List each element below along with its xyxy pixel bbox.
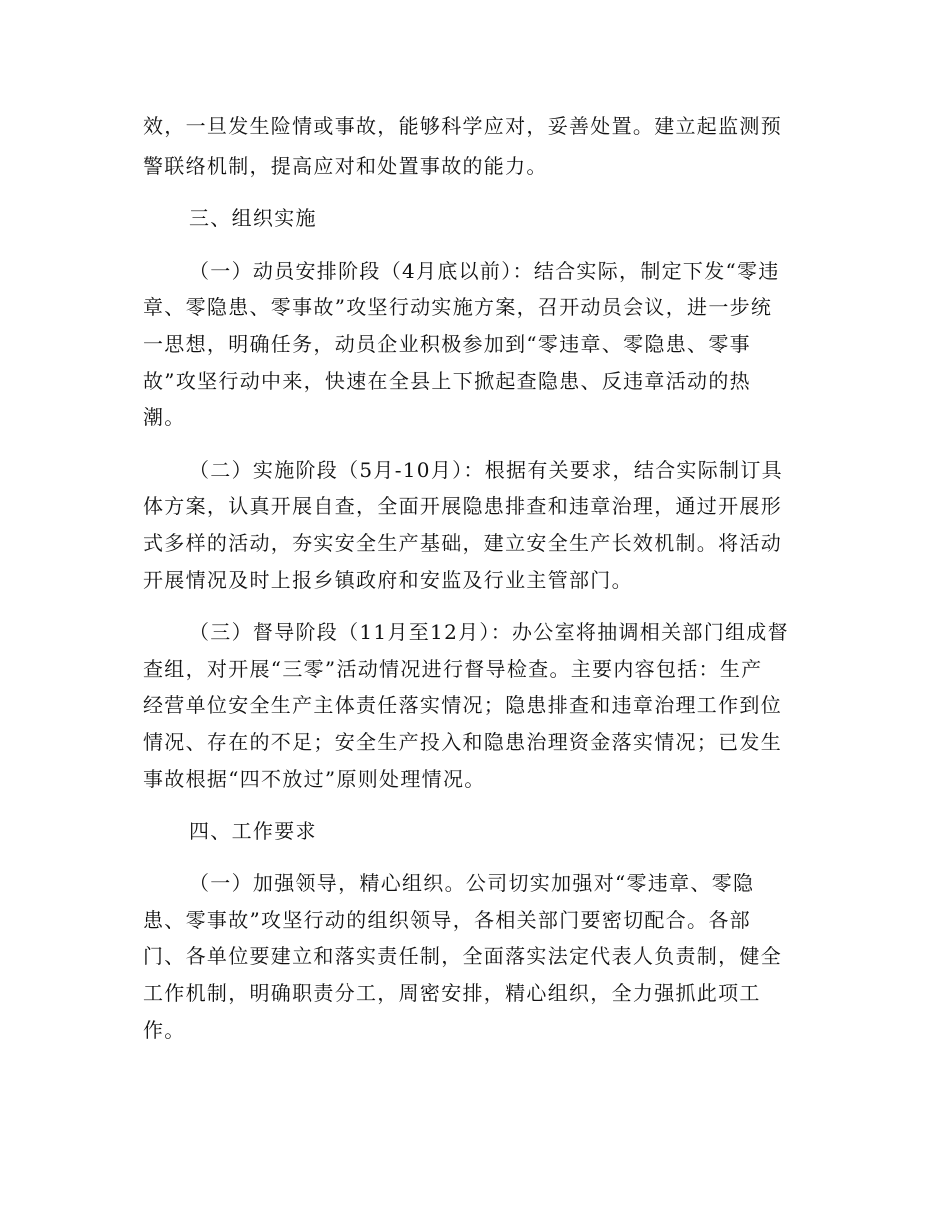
- text-line: 查组，对开展“三零”活动情况进行督导检查。主要内容包括：生产: [143, 657, 763, 681]
- text-line: 故”攻坚行动中来，快速在全县上下掀起查隐患、反违章活动的热: [143, 369, 751, 393]
- text-line: 潮。: [143, 405, 186, 429]
- text-line: 事故根据“四不放过”原则处理情况。: [143, 767, 486, 791]
- text-line: 一思想，明确任务，动员企业积极参加到“零违章、零隐患、零事: [143, 332, 751, 356]
- text-line: 开展情况及时上报乡镇政府和安监及行业主管部门。: [143, 568, 633, 592]
- text-line: （一）加强领导，精心组织。公司切实加强对“零违章、零隐: [189, 871, 755, 895]
- text-line: 警联络机制，提高应对和处置事故的能力。: [143, 154, 548, 178]
- heading-line: 四、工作要求: [189, 819, 317, 843]
- text-line: （二）实施阶段（5月-10月）：根据有关要求，结合实际制订具: [189, 458, 783, 482]
- text-line: 患、零事故”攻坚行动的组织领导，各相关部门要密切配合。各部: [143, 908, 751, 932]
- text-line: 章、零隐患、零事故”攻坚行动实施方案，召开动员会议，进一步统: [143, 295, 773, 319]
- text-line: 体方案，认真开展自查，全面开展隐患排查和违章治理，通过开展形: [143, 494, 782, 518]
- text-line: 经营单位安全生产主体责任落实情况；隐患排查和违章治理工作到位: [143, 693, 782, 717]
- text-line: 门、各单位要建立和落实责任制，全面落实法定代表人负责制，健全: [143, 944, 782, 968]
- text-line: 情况、存在的不足；安全生产投入和隐患治理资金落实情况；已发生: [143, 730, 782, 754]
- text-line: 作。: [143, 1018, 186, 1042]
- text-line: 式多样的活动，夯实安全生产基础，建立安全生产长效机制。将活动: [143, 531, 782, 555]
- heading-line: 三、组织实施: [189, 206, 317, 230]
- text-line: 工作机制，明确职责分工，周密安排，精心组织，全力强抓此项工: [143, 981, 761, 1005]
- text-line: 效，一旦发生险情或事故，能够科学应对，妥善处置。建立起监测预: [143, 114, 782, 138]
- text-line: （三）督导阶段（11月至12月）：办公室将抽调相关部门组成督: [189, 620, 789, 644]
- text-line: （一）动员安排阶段（4月底以前）：结合实际，制定下发“零违: [189, 259, 780, 283]
